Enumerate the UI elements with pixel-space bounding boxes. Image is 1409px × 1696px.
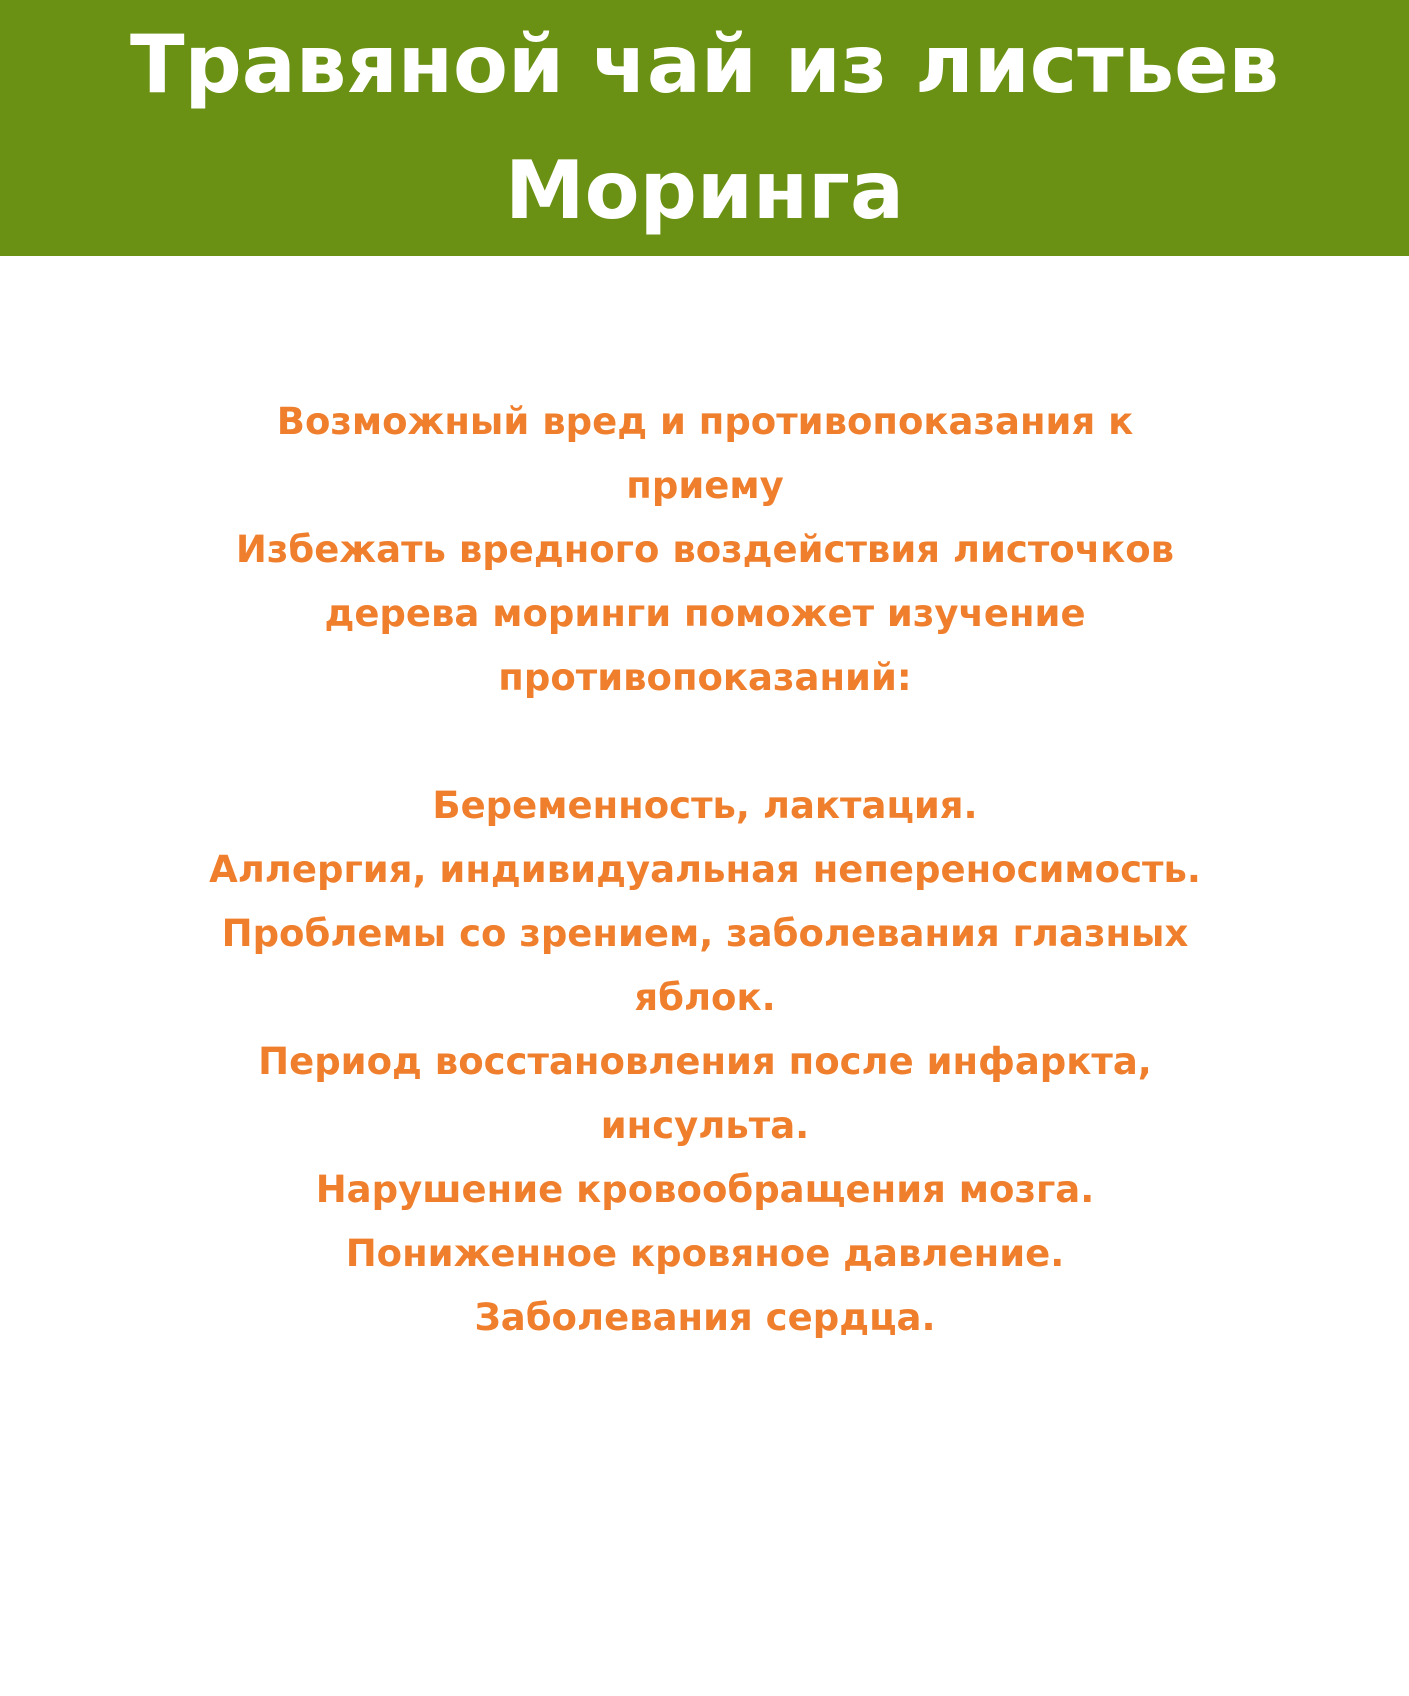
list-item: Нарушение кровообращения мозга. xyxy=(315,1168,1095,1211)
article-body xyxy=(205,390,1205,1350)
list-item: Проблемы со зрением, заболевания глазных яблок. xyxy=(221,912,1189,1019)
page-title: Травяной чай из листьев Моринга xyxy=(129,18,1280,237)
paragraph-spacer xyxy=(205,710,1205,774)
intro-text: Избежать вредного воздействия листочков дерева моринги поможет изучение противопоказаний: xyxy=(235,528,1175,699)
list-item: Период восстановления после инфаркта, инсульта. xyxy=(258,1040,1152,1147)
contraindications-list xyxy=(205,774,1205,1350)
header-banner xyxy=(0,0,1409,256)
list-item: Заболевания сердца. xyxy=(474,1296,936,1339)
list-item: Аллергия, индивидуальная непереносимость. xyxy=(209,848,1201,891)
section-heading: Возможный вред и противопоказания к приему xyxy=(276,400,1134,507)
list-item: Пониженное кровяное давление. xyxy=(345,1232,1065,1275)
list-item: Беременность, лактация. xyxy=(432,784,978,827)
